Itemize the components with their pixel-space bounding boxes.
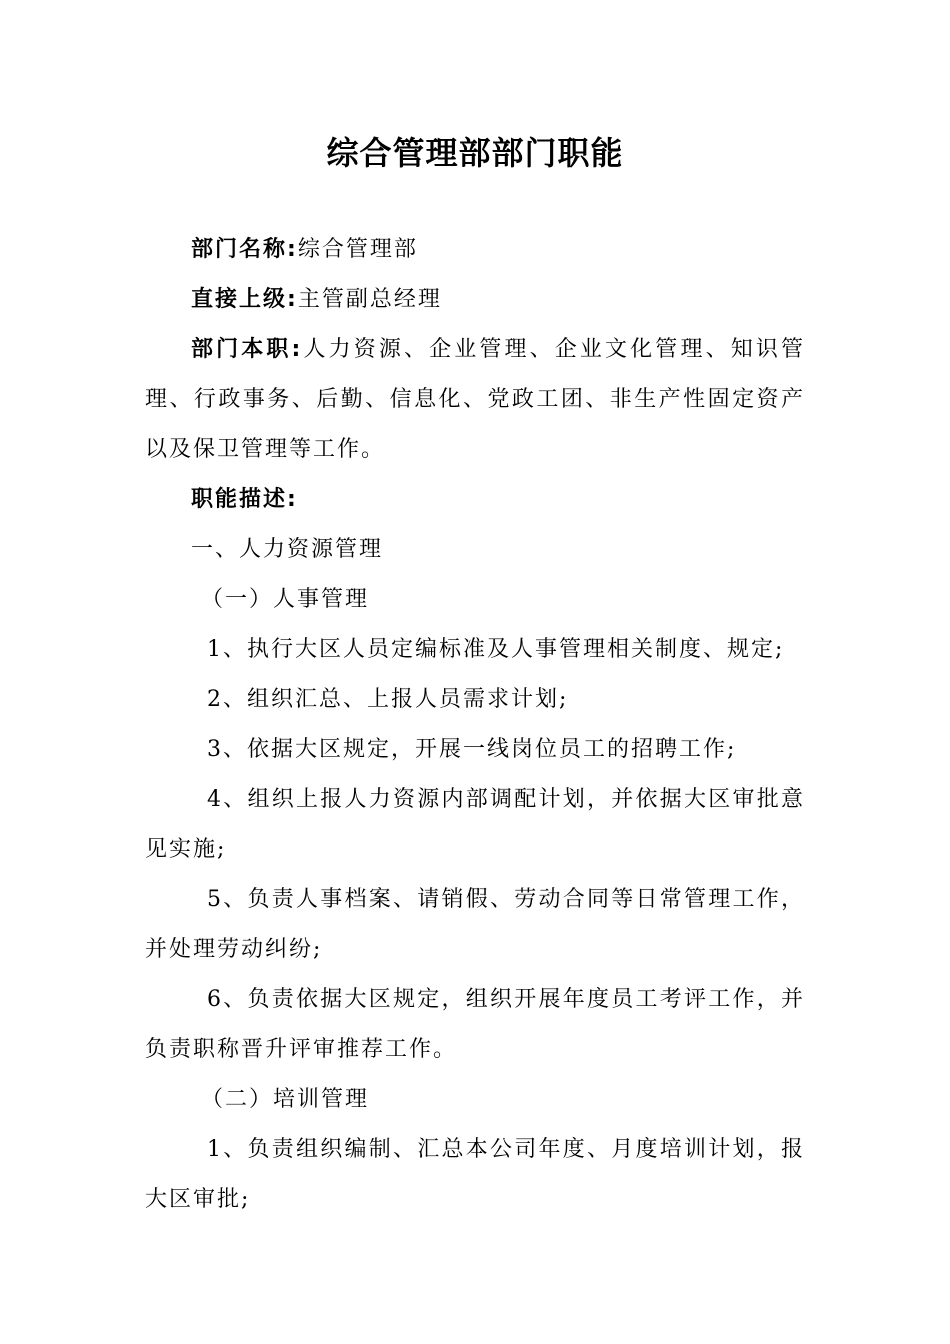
duty-label: 部门本职:	[191, 337, 303, 362]
subsection-heading-training: （二）培训管理	[201, 1087, 370, 1112]
dept-name-label: 部门名称:	[191, 237, 298, 262]
dept-name-line	[145, 225, 805, 275]
list-item: 5、负责人事档案、请销假、劳动合同等日常管理工作，并处理劳动纠纷;	[145, 887, 805, 962]
list-item: 1、执行大区人员定编标准及人事管理相关制度、规定;	[207, 637, 785, 662]
duty-value: 人力资源、企业管理、企业文化管理、知识管理、行政事务、后勤、信息化、党政工团、非生产性固定资产以及保卫管理等工作。	[145, 337, 805, 462]
superior-label: 直接上级:	[191, 287, 298, 312]
document-title: 综合管理部部门职能	[326, 134, 624, 172]
list-item: 4、组织上报人力资源内部调配计划，并依据大区审批意见实施;	[145, 787, 805, 862]
superior-line	[145, 275, 805, 325]
list-item: 6、负责依据大区规定，组织开展年度员工考评工作，并负责职称晋升评审推荐工作。	[145, 987, 805, 1062]
superior-value: 主管副总经理	[297, 287, 442, 312]
section-heading: 一、人力资源管理	[191, 537, 384, 562]
duty-paragraph	[145, 325, 805, 475]
document-body	[145, 225, 805, 1225]
list-item: 2、组织汇总、上报人员需求计划;	[207, 687, 569, 712]
list-item: 3、依据大区规定，开展一线岗位员工的招聘工作;	[207, 737, 737, 762]
dept-name-value: 综合管理部	[297, 237, 418, 262]
subsection-heading-personnel: （一）人事管理	[201, 587, 370, 612]
list-item: 1、负责组织编制、汇总本公司年度、月度培训计划，报大区审批;	[145, 1137, 805, 1212]
function-label: 职能描述:	[191, 487, 298, 512]
